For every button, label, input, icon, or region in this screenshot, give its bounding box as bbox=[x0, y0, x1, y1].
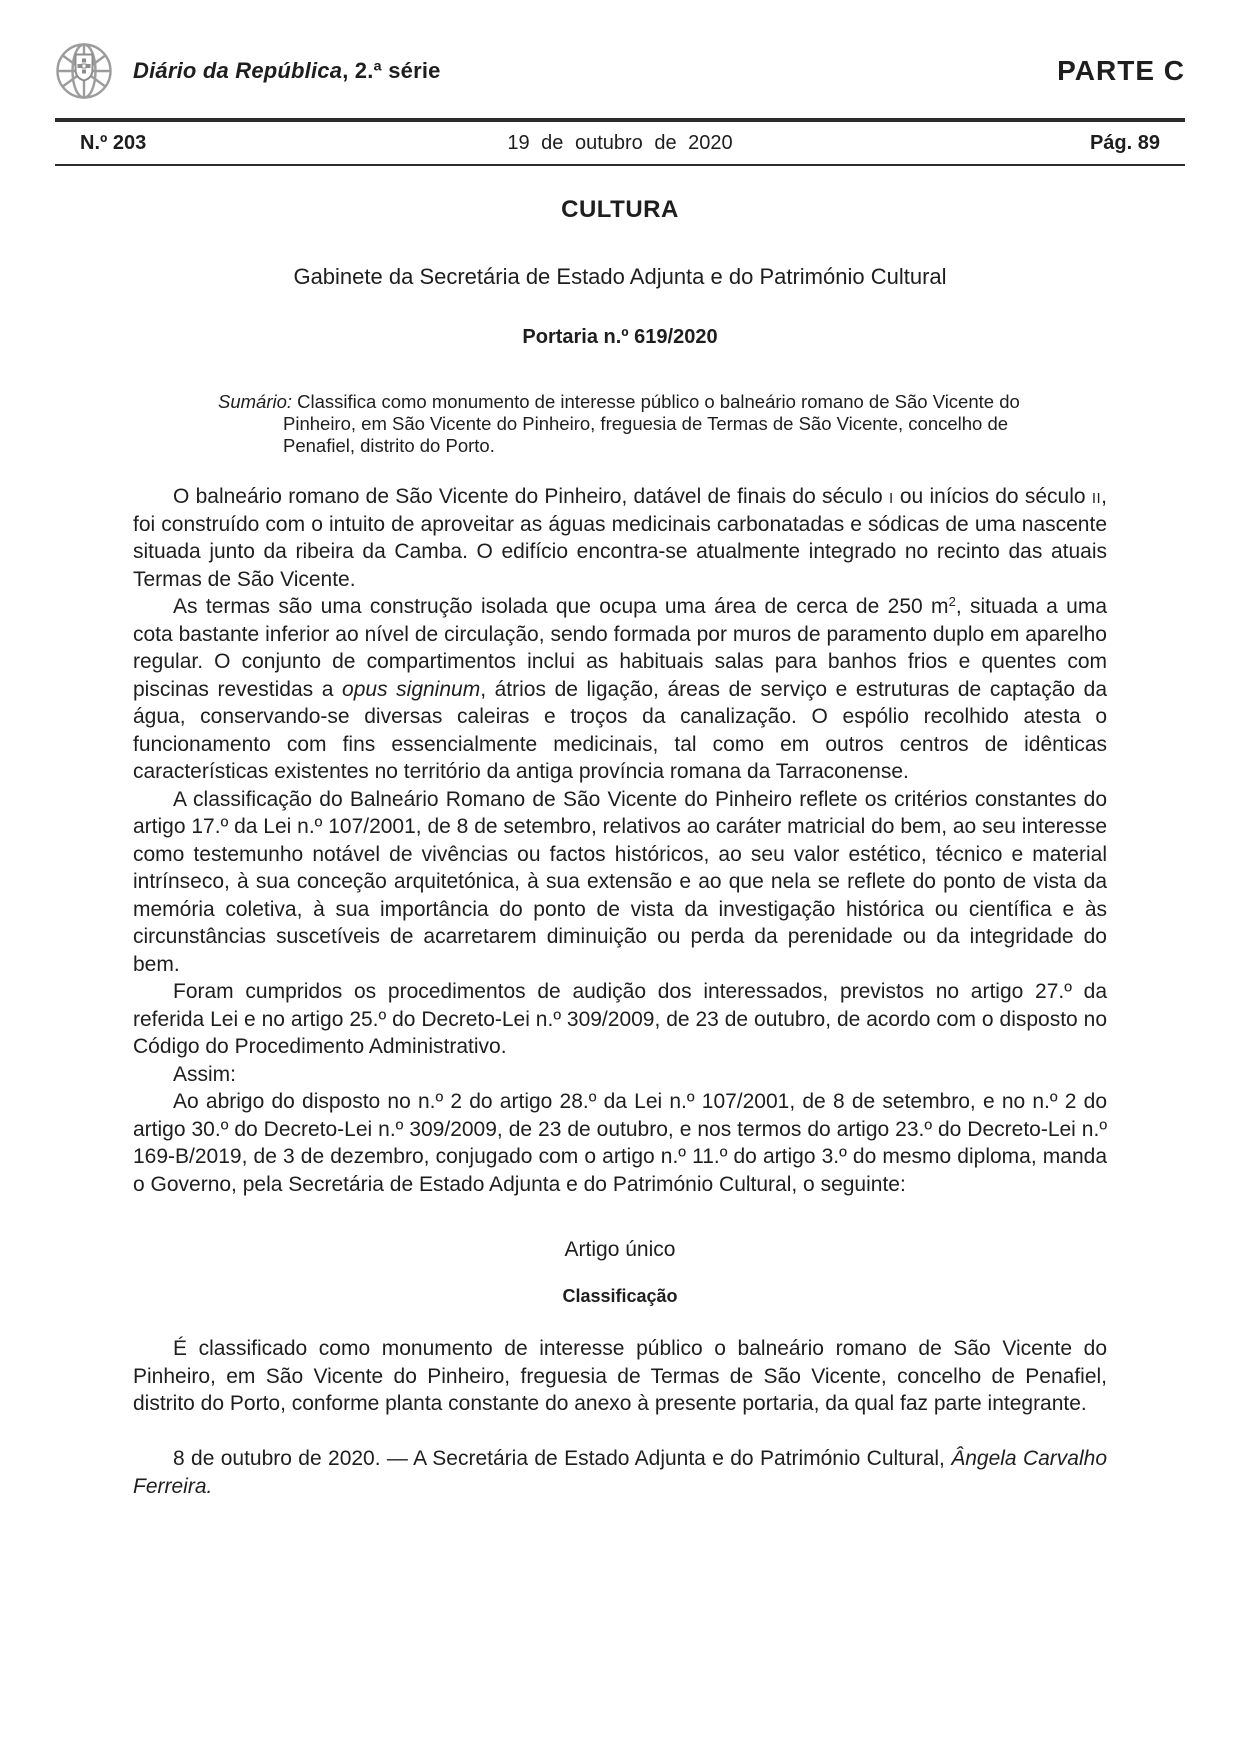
summary-label: Sumário: bbox=[218, 391, 293, 412]
publication-title-italic: Diário da República bbox=[133, 58, 343, 83]
text-segment: Ângela Carvalho Ferreira. bbox=[133, 1447, 1107, 1498]
ordinance-title: Portaria n.º 619/2020 bbox=[522, 326, 718, 348]
office-title: Gabinete da Secretária de Estado Adjunta e do Património Cultural bbox=[293, 264, 947, 289]
text-segment: Assim: bbox=[173, 1062, 236, 1086]
paragraph-procedimentos bbox=[133, 978, 1107, 1061]
issue-number: N.º 203 bbox=[80, 131, 147, 154]
text-segment: i bbox=[888, 485, 894, 508]
part-label: PARTE C bbox=[1057, 55, 1185, 86]
page-header bbox=[0, 0, 1240, 166]
text-segment: ou inícios do século bbox=[893, 485, 1092, 508]
text-segment: 8 de outubro de 2020. — A Secretária de Estado Adjunta e do Património Cultural, bbox=[173, 1447, 952, 1470]
summary-block bbox=[218, 391, 1058, 457]
text-segment: ii bbox=[1091, 485, 1102, 508]
publication-title bbox=[133, 58, 441, 84]
text-segment: Foram cumpridos os procedimentos de audição dos interessados, previstos no artigo 27.º da referida Lei e no artigo 25.º do Decreto-Lei n.º 309/2009, de 23 de outubro, de acordo com o disposto no Código do Procedimento Administrativo. bbox=[133, 980, 1107, 1058]
header-divider-bottom bbox=[55, 164, 1185, 166]
text-segment: É classificado como monumento de interesse público o balneário romano de São Vicente do Pinheiro, em São Vicente do Pinheiro, freguesia de Termas de São Vicente, concelho de Penafiel, distrito do Porto, conforme planta constante do anexo à presente portaria, da qual faz parte integrante. bbox=[133, 1337, 1107, 1415]
document-body bbox=[0, 196, 1240, 1500]
text-segment: Ao abrigo do disposto no n.º 2 do artigo 28.º da Lei n.º 107/2001, de 8 de setembro, e no n.º 2 do artigo 30.º do Decreto-Lei n.º 309/2009, de 23 de outubro, e nos termos do artigo 23.º do Decreto-Lei n.º 169-B/2019, de 3 de dezembro, conjugado com o artigo n.º 11.º do artigo 3.º do mesmo diploma, manda o Governo, pela Secretária de Estado Adjunta e do Património Cultural, o seguinte: bbox=[133, 1090, 1107, 1196]
masthead bbox=[55, 40, 1185, 102]
page-number: Pág. 89 bbox=[1089, 131, 1160, 154]
text-segment: A classificação do Balneário Romano de São Vicente do Pinheiro reflete os critérios constantes do artigo 17.º da Lei n.º 107/2001, de 8 de setembro, relativos ao caráter matricial do bem, ao seu interesse como testemunho notável de vivências ou factos históricos, ao seu valor estético, técnico e material intrínseco, à sua conceção arquitetónica, à sua extensão e ao que nela se reflete do ponto de vista da memória coletiva, à sua importância do ponto de vista da investigação histórica ou científica e às circunstâncias suscetíveis de acarretarem diminuição ou perda da perenidade ou da integridade do bem. bbox=[133, 787, 1107, 976]
paragraph-termas-descricao bbox=[133, 593, 1107, 786]
paragraph-assim bbox=[133, 1061, 1107, 1089]
brand bbox=[55, 41, 441, 101]
text-segment: As termas são uma construção isolada que ocupa uma área de cerca de 250 m bbox=[173, 595, 949, 618]
paragraph-balneario-intro bbox=[133, 483, 1107, 593]
text-segment: O balneário romano de São Vicente do Pinheiro, datável de finais do século bbox=[173, 485, 889, 508]
section-title: CULTURA bbox=[561, 196, 679, 223]
publication-title-series: , 2.ª série bbox=[342, 58, 441, 83]
coat-of-arms-icon bbox=[55, 41, 113, 101]
text-segment: , situada a uma cota bastante inferior ao nível de circulação, sendo formada por muros de paramento duplo em aparelho regular. O conjunto de compartimentos inclui as habituais salas para banhos frios e quentes com piscinas revestidas a bbox=[133, 595, 1107, 701]
text-segment: 2 bbox=[948, 593, 956, 609]
issue-meta-row bbox=[55, 122, 1185, 164]
text-segment: opus signinum bbox=[342, 677, 481, 701]
signature-paragraph bbox=[133, 1445, 1107, 1500]
paragraph-ao-abrigo bbox=[133, 1088, 1107, 1198]
article-heading: Artigo único bbox=[564, 1238, 676, 1261]
summary-text: Classifica como monumento de interesse público o balneário romano de São Vicente do Pinheiro, em São Vicente do Pinheiro, freguesia de Termas de São Vicente, concelho de Penafiel, distrito do Porto. bbox=[283, 391, 1020, 456]
issue-date: 19 de outubro de 2020 bbox=[507, 131, 733, 154]
article-subheading: Classificação bbox=[562, 1286, 678, 1306]
text-segment: , átrios de ligação, áreas de serviço e estruturas de captação da água, conservando-se diversas caleiras e troços da canalização. O espólio recolhido atesta o funcionamento com fins essencialmente medicinais, tal como em outros centros de idênticas características existentes no território da antiga província romana da Tarraconense. bbox=[133, 677, 1107, 783]
text-segment: , foi construído com o intuito de aproveitar as águas medicinais carbonatadas e sódicas de uma nascente situada junto da ribeira da Camba. O edifício encontra-se atualmente integrado no recinto das atuais Termas de São Vicente. bbox=[133, 485, 1107, 591]
paragraph-classificacao-criterios bbox=[133, 786, 1107, 979]
paragraph-artigo-unico bbox=[133, 1335, 1107, 1418]
